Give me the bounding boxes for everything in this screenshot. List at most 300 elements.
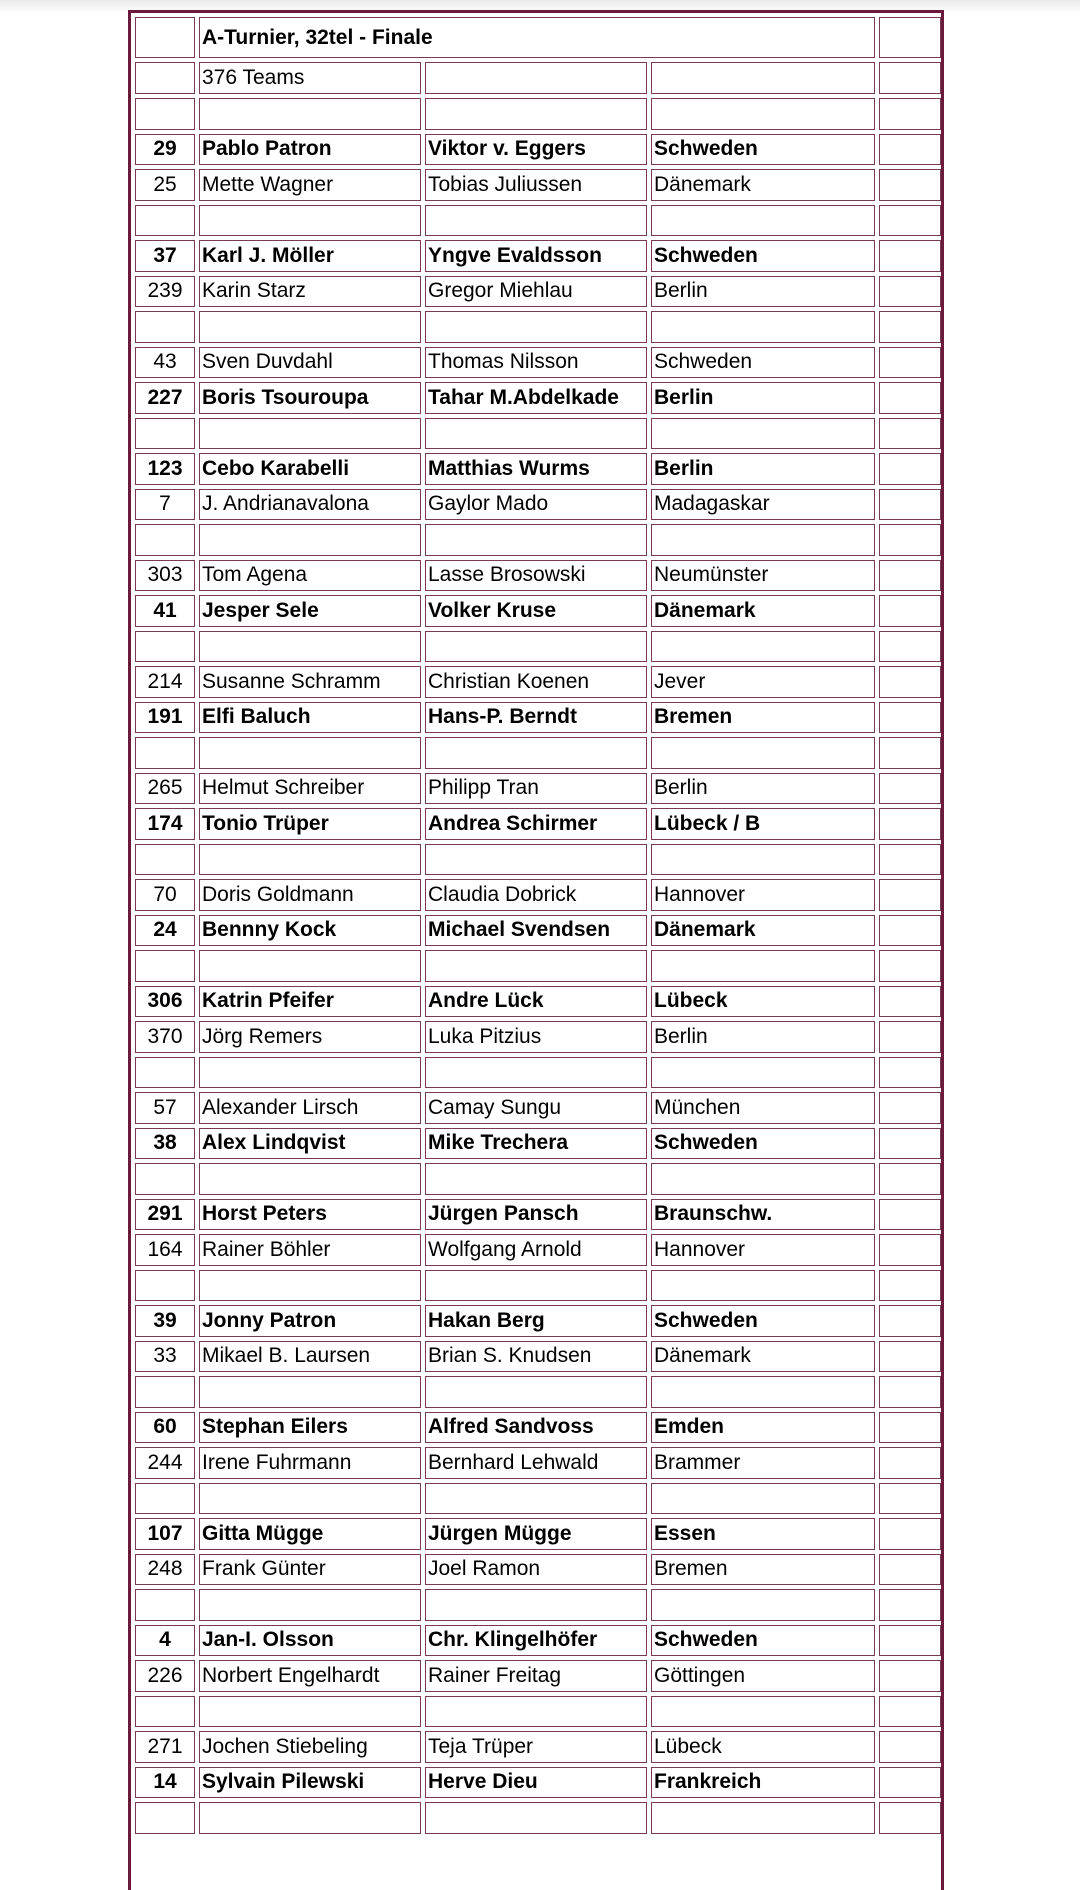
result-cell [879,240,941,272]
result-cell [879,1767,941,1799]
player-2: Lasse Brosowski [425,560,647,592]
empty-cell [879,205,941,237]
team-row [135,1767,941,1799]
team-row [135,986,941,1018]
player-2: Chr. Klingelhöfer [425,1625,647,1657]
team-row [135,1625,941,1657]
empty-cell [879,1802,941,1834]
empty-cell [425,1483,647,1515]
empty-cell [651,205,875,237]
team-origin: Lübeck [651,1731,875,1763]
result-cell [879,1412,941,1444]
result-cell [879,702,941,734]
player-1: Pablo Patron [199,134,421,166]
tournament-title: A-Turnier, 32tel - Finale [199,17,875,58]
empty-cell [135,524,195,556]
empty-cell [135,205,195,237]
player-1: Katrin Pfeifer [199,986,421,1018]
team-row [135,276,941,308]
empty-cell [199,1163,421,1195]
empty-cell [425,418,647,450]
team-number: 265 [135,773,195,805]
spacer-row [135,1483,941,1515]
player-1: Jan-I. Olsson [199,1625,421,1657]
player-2: Mike Trechera [425,1128,647,1160]
empty-cell [879,844,941,876]
empty-cell [425,524,647,556]
empty-cell [135,1163,195,1195]
empty-cell [135,418,195,450]
empty-cell [199,1802,421,1834]
result-cell [879,1092,941,1124]
team-number: 107 [135,1518,195,1550]
player-1: Cebo Karabelli [199,453,421,485]
player-1: Sven Duvdahl [199,347,421,379]
result-cell [879,1731,941,1763]
team-number: 25 [135,169,195,201]
team-origin: Berlin [651,453,875,485]
spacer-row [135,844,941,876]
result-cell [879,773,941,805]
team-origin: Schweden [651,1305,875,1337]
empty-cell [879,1163,941,1195]
spacer-row [135,311,941,343]
team-number: 191 [135,702,195,734]
team-row [135,240,941,272]
player-1: Karl J. Möller [199,240,421,272]
team-row [135,489,941,521]
player-2: Jürgen Mügge [425,1518,647,1550]
player-2: Philipp Tran [425,773,647,805]
empty-cell [651,62,875,94]
empty-cell [425,1057,647,1089]
player-1: Gitta Mügge [199,1518,421,1550]
team-origin: Berlin [651,1021,875,1053]
empty-cell [879,950,941,982]
team-origin: Frankreich [651,1767,875,1799]
empty-cell [879,631,941,663]
team-origin: Göttingen [651,1660,875,1692]
empty-cell [879,737,941,769]
player-2: Wolfgang Arnold [425,1234,647,1266]
team-number: 43 [135,347,195,379]
player-1: Sylvain Pilewski [199,1767,421,1799]
player-2: Andre Lück [425,986,647,1018]
player-2: Joel Ramon [425,1554,647,1586]
team-origin: Schweden [651,240,875,272]
team-number: 306 [135,986,195,1018]
team-number: 70 [135,879,195,911]
empty-cell [425,1802,647,1834]
team-origin: Schweden [651,1128,875,1160]
spacer-row [135,1270,941,1302]
team-number: 226 [135,1660,195,1692]
empty-cell [199,1376,421,1408]
empty-cell [199,524,421,556]
team-origin: Jever [651,666,875,698]
team-origin: Essen [651,1518,875,1550]
player-2: Gregor Miehlau [425,276,647,308]
results-frame [128,10,944,1890]
team-number: 303 [135,560,195,592]
team-row [135,453,941,485]
team-origin: Schweden [651,347,875,379]
empty-cell [651,1483,875,1515]
player-1: Alexander Lirsch [199,1092,421,1124]
spacer-row [135,205,941,237]
empty-cell [199,950,421,982]
team-number: 38 [135,1128,195,1160]
empty-cell [425,311,647,343]
team-origin: Madagaskar [651,489,875,521]
team-number: 39 [135,1305,195,1337]
team-origin: Dänemark [651,169,875,201]
team-number: 239 [135,276,195,308]
empty-cell [135,311,195,343]
result-cell [879,453,941,485]
team-number: 214 [135,666,195,698]
player-1: Jesper Sele [199,595,421,627]
empty-cell [135,631,195,663]
team-row [135,1660,941,1692]
player-2: Volker Kruse [425,595,647,627]
player-1: Karin Starz [199,276,421,308]
empty-cell [425,844,647,876]
empty-cell [425,950,647,982]
spacer-row [135,1589,941,1621]
empty-cell [425,1589,647,1621]
empty-cell [135,17,195,58]
team-row [135,1554,941,1586]
empty-cell [199,205,421,237]
player-1: Mette Wagner [199,169,421,201]
player-2: Jürgen Pansch [425,1199,647,1231]
empty-cell [199,311,421,343]
result-cell [879,1554,941,1586]
empty-cell [135,737,195,769]
empty-cell [651,1802,875,1834]
team-row [135,1305,941,1337]
player-1: Horst Peters [199,1199,421,1231]
empty-cell [879,1696,941,1728]
empty-cell [135,950,195,982]
result-cell [879,169,941,201]
empty-cell [425,737,647,769]
player-2: Yngve Evaldsson [425,240,647,272]
empty-cell [135,1057,195,1089]
result-cell [879,986,941,1018]
team-number: 60 [135,1412,195,1444]
player-2: Hakan Berg [425,1305,647,1337]
player-2: Claudia Dobrick [425,879,647,911]
team-origin: Berlin [651,773,875,805]
spacer-row [135,1057,941,1089]
result-cell [879,1518,941,1550]
player-1: J. Andrianavalona [199,489,421,521]
player-2: Michael Svendsen [425,915,647,947]
result-cell [879,276,941,308]
spacer-row [135,631,941,663]
team-row [135,666,941,698]
team-row [135,134,941,166]
empty-cell [425,1376,647,1408]
team-number: 123 [135,453,195,485]
team-row [135,560,941,592]
title-row [135,17,941,58]
team-row [135,1518,941,1550]
team-origin: Braunschw. [651,1199,875,1231]
result-cell [879,1234,941,1266]
empty-cell [651,1589,875,1621]
team-number: 24 [135,915,195,947]
team-row [135,1199,941,1231]
empty-cell [651,1057,875,1089]
player-1: Rainer Böhler [199,1234,421,1266]
result-cell [879,595,941,627]
player-1: Jonny Patron [199,1305,421,1337]
empty-cell [425,98,647,130]
team-origin: Schweden [651,1625,875,1657]
teams-count: 376 Teams [199,62,421,94]
result-cell [879,489,941,521]
team-row [135,1341,941,1373]
empty-cell [425,62,647,94]
empty-cell [879,311,941,343]
player-2: Tobias Juliussen [425,169,647,201]
player-1: Jochen Stiebeling [199,1731,421,1763]
empty-cell [135,1376,195,1408]
result-cell [879,879,941,911]
empty-cell [135,1696,195,1728]
player-1: Stephan Eilers [199,1412,421,1444]
empty-cell [651,311,875,343]
empty-cell [199,737,421,769]
team-number: 248 [135,1554,195,1586]
team-origin: Berlin [651,276,875,308]
result-cell [879,1660,941,1692]
empty-cell [135,1802,195,1834]
team-row [135,1731,941,1763]
team-number: 164 [135,1234,195,1266]
empty-cell [879,98,941,130]
player-1: Mikael B. Laursen [199,1341,421,1373]
team-origin: Lübeck / B [651,808,875,840]
empty-cell [651,524,875,556]
team-row [135,879,941,911]
team-origin: Berlin [651,382,875,414]
empty-cell [199,1057,421,1089]
empty-cell [651,418,875,450]
player-1: Frank Günter [199,1554,421,1586]
team-row [135,382,941,414]
player-1: Irene Fuhrmann [199,1447,421,1479]
player-1: Jörg Remers [199,1021,421,1053]
empty-cell [879,62,941,94]
player-1: Tonio Trüper [199,808,421,840]
empty-cell [879,1483,941,1515]
team-number: 41 [135,595,195,627]
team-row [135,702,941,734]
player-2: Andrea Schirmer [425,808,647,840]
result-cell [879,1021,941,1053]
result-cell [879,1305,941,1337]
team-origin: Brammer [651,1447,875,1479]
result-cell [879,1128,941,1160]
player-1: Elfi Baluch [199,702,421,734]
spacer-row [135,1163,941,1195]
team-number: 271 [135,1731,195,1763]
team-origin: Hannover [651,879,875,911]
spacer-row [135,737,941,769]
team-row [135,1128,941,1160]
team-row [135,169,941,201]
empty-cell [199,98,421,130]
team-number: 7 [135,489,195,521]
empty-cell [651,1376,875,1408]
empty-cell [879,1270,941,1302]
empty-cell [651,844,875,876]
player-2: Christian Koenen [425,666,647,698]
empty-cell [425,1696,647,1728]
empty-cell [135,1589,195,1621]
team-row [135,595,941,627]
player-2: Bernhard Lehwald [425,1447,647,1479]
team-number: 4 [135,1625,195,1657]
player-1: Alex Lindqvist [199,1128,421,1160]
team-number: 370 [135,1021,195,1053]
empty-cell [651,737,875,769]
results-table [131,13,944,1838]
player-1: Norbert Engelhardt [199,1660,421,1692]
team-row [135,347,941,379]
empty-cell [879,17,941,58]
empty-cell [199,1696,421,1728]
player-1: Helmut Schreiber [199,773,421,805]
empty-cell [651,1270,875,1302]
player-1: Boris Tsouroupa [199,382,421,414]
team-number: 29 [135,134,195,166]
empty-cell [879,418,941,450]
team-row [135,1447,941,1479]
result-cell [879,1447,941,1479]
team-origin: Bremen [651,702,875,734]
team-number: 33 [135,1341,195,1373]
team-row [135,808,941,840]
spacer-row [135,1376,941,1408]
player-2: Herve Dieu [425,1767,647,1799]
player-2: Teja Trüper [425,1731,647,1763]
player-2: Hans-P. Berndt [425,702,647,734]
empty-cell [135,98,195,130]
spacer-row [135,98,941,130]
empty-cell [425,1163,647,1195]
player-2: Luka Pitzius [425,1021,647,1053]
result-cell [879,347,941,379]
team-origin: Dänemark [651,1341,875,1373]
player-2: Camay Sungu [425,1092,647,1124]
player-1: Tom Agena [199,560,421,592]
result-cell [879,134,941,166]
empty-cell [651,631,875,663]
empty-cell [879,1376,941,1408]
team-origin: Schweden [651,134,875,166]
result-cell [879,382,941,414]
empty-cell [879,1057,941,1089]
empty-cell [425,1270,647,1302]
player-1: Susanne Schramm [199,666,421,698]
team-origin: München [651,1092,875,1124]
result-cell [879,1341,941,1373]
team-number: 174 [135,808,195,840]
player-2: Rainer Freitag [425,1660,647,1692]
empty-cell [651,1163,875,1195]
team-row [135,1234,941,1266]
spacer-row [135,950,941,982]
team-origin: Hannover [651,1234,875,1266]
team-number: 244 [135,1447,195,1479]
results-table-body [135,17,941,1834]
player-2: Gaylor Mado [425,489,647,521]
result-cell [879,560,941,592]
spacer-row [135,524,941,556]
empty-cell [651,950,875,982]
team-number: 227 [135,382,195,414]
player-2: Tahar M.Abdelkade [425,382,647,414]
empty-cell [199,1589,421,1621]
result-cell [879,915,941,947]
teams-count-row [135,62,941,94]
empty-cell [135,1270,195,1302]
spacer-row [135,418,941,450]
team-origin: Dänemark [651,915,875,947]
player-2: Thomas Nilsson [425,347,647,379]
empty-cell [199,631,421,663]
result-cell [879,1199,941,1231]
team-row [135,915,941,947]
empty-cell [425,205,647,237]
player-2: Matthias Wurms [425,453,647,485]
team-row [135,1021,941,1053]
empty-cell [199,418,421,450]
empty-cell [879,524,941,556]
empty-cell [135,844,195,876]
team-row [135,1092,941,1124]
team-origin: Bremen [651,1554,875,1586]
team-number: 37 [135,240,195,272]
player-2: Alfred Sandvoss [425,1412,647,1444]
empty-cell [879,1589,941,1621]
result-cell [879,1625,941,1657]
team-number: 57 [135,1092,195,1124]
empty-cell [425,631,647,663]
result-cell [879,808,941,840]
player-2: Viktor v. Eggers [425,134,647,166]
player-1: Bennny Kock [199,915,421,947]
empty-cell [199,1270,421,1302]
player-2: Brian S. Knudsen [425,1341,647,1373]
spacer-row [135,1802,941,1834]
team-number: 14 [135,1767,195,1799]
result-cell [879,666,941,698]
empty-cell [651,1696,875,1728]
player-1: Doris Goldmann [199,879,421,911]
team-origin: Lübeck [651,986,875,1018]
team-row [135,773,941,805]
empty-cell [651,98,875,130]
team-row [135,1412,941,1444]
empty-cell [135,62,195,94]
empty-cell [199,844,421,876]
